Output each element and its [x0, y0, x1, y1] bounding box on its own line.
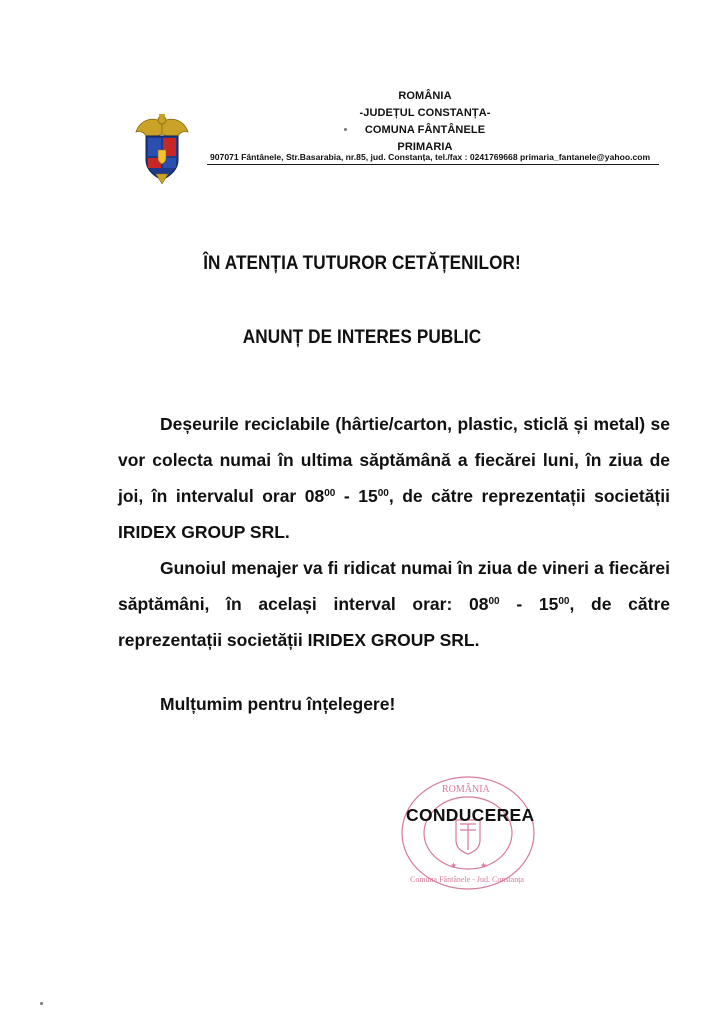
p1-text-a: Deșeurile reciclabile (hârtie/carton, plastic, sticlă și metal) se vor colecta numai în ultima săptămână a fiecărei luni, în ziua de joi, în intervalul orar 08 — [118, 414, 670, 506]
stamp-star-left: ★ — [450, 861, 458, 870]
header-block — [300, 88, 550, 156]
attention-title: ÎN ATENȚIA TUTUROR CETĂȚENILOR! — [203, 252, 521, 274]
p2-text-c: , de către reprezentații societății IRIDEX GROUP SRL. — [118, 594, 670, 650]
header-country: ROMÂNIA — [398, 90, 452, 102]
p2-text-a: Gunoiul menajer va fi ridicat numai în ziua de vineri a fiecărei săptămâni, în același interval orar: 08 — [118, 558, 670, 614]
header-commune: COMUNA FÂNTÂNELE — [364, 124, 486, 136]
announcement-title: ANUNȚ DE INTERES PUBLIC — [242, 326, 482, 348]
coat-of-arms-icon — [134, 112, 190, 184]
stamp-text-top: ROMÂNIA — [442, 784, 490, 795]
stamp-text-bottom: Comuna Fântânele - Jud. Constanța — [410, 875, 524, 884]
header-institution: PRIMARIA — [397, 141, 453, 153]
p1-sup-a: 00 — [324, 488, 336, 499]
p1-text-c: , de către reprezentații societății IRIDEX GROUP SRL. — [118, 486, 670, 542]
paragraph-recyclables — [118, 406, 670, 550]
stamp-shield-detail — [460, 824, 476, 850]
p2-text-b: - 15 — [499, 594, 559, 614]
header-county: -JUDEȚUL CONSTANȚA- — [359, 107, 491, 119]
header-divider — [207, 164, 659, 165]
p1-sup-b: 00 — [377, 488, 389, 499]
p2-sup-b: 00 — [558, 596, 570, 607]
thanks-line: Mulțumim pentru înțelegere! — [160, 694, 396, 714]
scan-speck — [40, 1002, 43, 1005]
stamp-star-right: ★ — [480, 861, 488, 870]
header-contact: 907071 Fântânele, Str.Basarabia, nr.85, jud. Constanța, tel./fax : 0241769668 primaria_fantanele@yahoo.com — [210, 152, 651, 162]
paragraph-household-waste — [118, 550, 670, 658]
announcement-body — [118, 406, 670, 658]
p2-sup-a: 00 — [488, 596, 500, 607]
p1-text-b: - 15 — [335, 486, 378, 506]
signature-label: CONDUCEREA — [406, 805, 535, 825]
official-stamp-icon — [394, 770, 542, 896]
scan-speck — [344, 128, 347, 131]
